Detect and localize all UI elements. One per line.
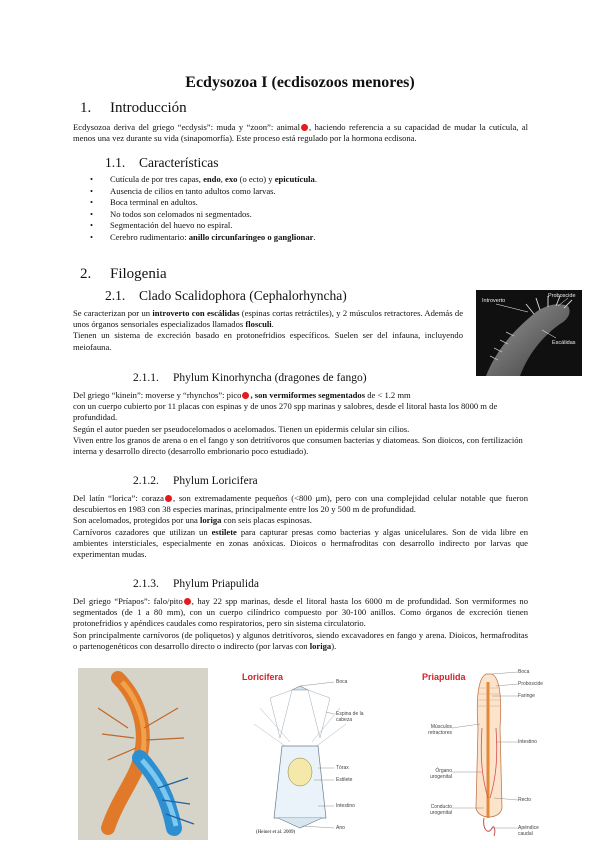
heading-filogenia — [80, 266, 167, 283]
list-item: • Ausencia de cilios en tanto adultos como larvas. — [80, 186, 520, 198]
heading-number: 1.1. — [105, 155, 126, 170]
heading-number: 2.1.3. — [133, 578, 159, 590]
armor-emoji-icon — [165, 495, 172, 502]
photo-label: Proboscide — [548, 293, 576, 299]
list-item: • Segmentación del huevo no espiral. — [80, 220, 520, 232]
heading-number: 1. — [80, 100, 92, 116]
heading-number: 2.1.2. — [133, 475, 159, 487]
photo-label: Escálidas — [552, 340, 576, 346]
heading-number: 2.1.1. — [133, 372, 159, 384]
priapulida-paragraph: Del griego “Príapos”: falo/pito , hay 22 spp marinas, desde el litoral hasta los 6000 m de profundidad. Son vermiformes no segmentados (de 1 a 80 mm), con un cuerpo cilíndrico compuesto por 30-100 anillos. Como órganos de excreción tienen protonefridios y apéndices caudales como respiratorios, pero sin sistema circulatorio. Son principalmente carnívoros (de poliquetos) y algunos detritívoros, siendo excavadores en fango y arena. Dioicos, hermafroditas o partenogenéticos con desarrollo directo o indirecto (por larvas con loriga). — [73, 596, 528, 651]
heading-text: Características — [139, 155, 219, 170]
loricifera-diagram-title: Loricifera — [242, 672, 284, 682]
heading-text: Filogenia — [110, 266, 167, 282]
heading-text: Phylum Priapulida — [173, 578, 259, 590]
heading-text: Phylum Loricifera — [173, 475, 258, 487]
figure-label: Apéndice caudal — [518, 825, 539, 837]
priapulida-diagram — [408, 668, 548, 840]
beak-emoji-icon — [242, 392, 249, 399]
heading-scalidophora — [105, 288, 347, 304]
heading-kinorhyncha — [133, 372, 367, 384]
intro-paragraph — [73, 122, 528, 144]
heading-text: Introducción — [110, 100, 187, 116]
priapulida-diagram-title: Priapulida — [422, 672, 466, 682]
heading-number: 2. — [80, 266, 92, 282]
figure-label: Conducto urogenital — [430, 804, 452, 816]
list-item: • No todos son celomados ni segmentados. — [80, 209, 520, 221]
loricifera-diagram — [230, 668, 380, 840]
figure-label: Músculos retractores — [428, 724, 452, 736]
list-item: • Boca terminal en adultos. — [80, 197, 520, 209]
animal-emoji-icon — [301, 124, 308, 131]
document-title: Ecdysozoa I (ecdisozoos menores) — [185, 74, 415, 91]
figure-label: Órgano urogenital — [430, 768, 452, 780]
figure-label: Estilete — [336, 777, 353, 783]
figure-label: Proboscide — [518, 681, 544, 687]
intro-text-a: Ecdysozoa deriva del griego “ecdysis”: muda y “zoon”: animal — [73, 122, 301, 132]
loricifera-drawing — [230, 668, 380, 840]
figure-label: Espina de la cabeza — [336, 711, 364, 723]
figure-label: Tórax — [336, 765, 349, 771]
figure-label: Recto — [518, 797, 532, 803]
loricifera-paragraph: Del latín “lorica”: coraza , son extremadamente pequeños (<800 μm), pero con una complejidad celular notable que fueron descubiertos en 1983 con 38 especies marinas, principalmente entre los 20 y 500 m de profundidad. Son acelomados, protegidos por una loriga con seis placas espinosas. Carnívoros cazadores que utilizan un estilete para capturar presas como bacterias y algas unicelulares. Son de vida libre en ambientes intersticiales, especialmente en zonas anóxicas. Dioicos o hermafroditas con desarrollo indirecto por larvas que experimentan mudas. — [73, 493, 528, 560]
figure-label: Intestino — [518, 739, 537, 745]
phallus-emoji-icon — [184, 598, 191, 605]
heading-caracteristicas — [105, 155, 218, 171]
color-photo-drawing — [78, 668, 208, 840]
characteristics-list — [80, 174, 520, 244]
figure-label: Boca — [518, 669, 530, 675]
figure-label: Boca — [336, 679, 348, 685]
kinorhyncha-paragraph: Del griego “kinein”: moverse y “rhynchos”: pico , son vermiformes segmentados de < 1.2 mm con un cuerpo cubierto por 11 placas con espinas y de unos 270 spp marinas y salobres, desde el litoral hasta los 8000 m de profundidad. Según el autor pueden ser pseudocelomados o acelomados. Tienen un epidermis celular sin cilios. Viven entre los granos de arena o en el fango y son detritívoros que consumen bacterias y diatomeas. Son dioicos, con fertilización interna y desarrollo directo (desarrollo embrionario poco estudiado). — [73, 390, 523, 457]
scalidophora-paragraph: Se caracterizan por un introverto con escálidas (espinas cortas retráctiles), y 2 músculos retractores. Además de unos órganos sensoriales especializados llamados flosculi. Tienen un sistema de excreción basado en protonefridios específicos. Suelen ser del infauna, incluyendo meiofauna. — [73, 308, 464, 352]
list-item: • Cerebro rudimentario: anillo circunfaríngeo o ganglionar. — [80, 232, 520, 244]
heading-text: Clado Scalidophora (Cephalorhyncha) — [139, 288, 347, 303]
heading-text: Phylum Kinorhyncha (dragones de fango) — [173, 372, 367, 384]
list-item: • Cutícula de por tres capas, endo, exo (o ecto) y epicutícula. — [80, 174, 520, 186]
kinorhynch-color-photo — [78, 668, 208, 840]
scalidophora-text-2: Tienen un sistema de excreción basado en protonefridios específicos. Suelen ser del infauna, incluyendo meiofauna. — [73, 330, 463, 352]
figure-label: Faringe — [518, 693, 535, 699]
heading-introduccion — [80, 100, 187, 117]
figure-label: Intestino — [336, 803, 355, 809]
heading-loricifera — [133, 475, 258, 487]
intro-text-b: , haciendo referencia a su capacidad de mudar la cutícula, al menos una vez durante su vida (sinapomorfía). Este proceso está regulado por la hormona ecdisona. — [73, 122, 528, 144]
scalidophora-photo — [476, 290, 582, 376]
photo-label: Introverto — [482, 298, 506, 304]
figure-credit: (Heiner et al. 2009) — [256, 830, 296, 835]
heading-number: 2.1. — [105, 288, 126, 303]
heading-priapulida — [133, 578, 259, 590]
figure-label: Ano — [336, 825, 345, 831]
